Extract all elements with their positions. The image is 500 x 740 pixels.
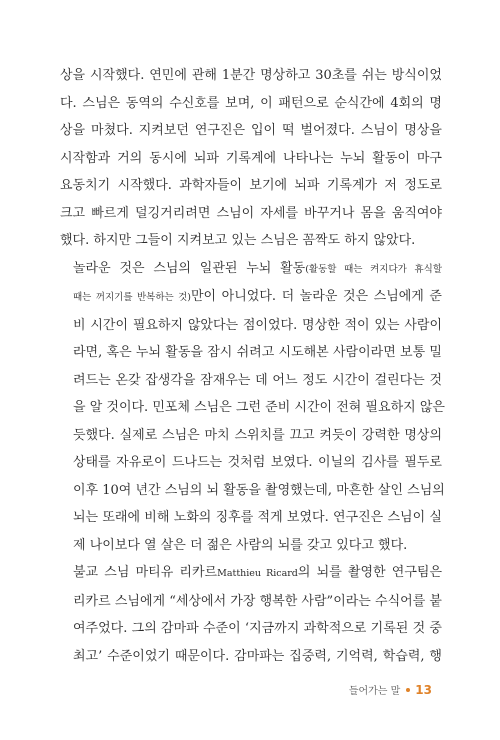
text-run: 의 뇌를 촬영한 연구팀은	[297, 565, 443, 580]
text-line: 요동치기 시작했다. 과학자들이 보기에 뇌파 기록계가 저 정도로	[60, 178, 442, 193]
text-line: 상을 마쳤다. 지켜보던 연구진은 입이 떡 벌어졌다. 스님이 명상을	[60, 123, 442, 138]
paragraph-1	[60, 62, 442, 255]
latin-name: Matthieu Ricard	[217, 568, 298, 579]
text-line: 리카르 스님에게 “세상에서 가장 행복한 사람”이라는 수식어를 붙	[73, 593, 442, 609]
text-line: 최고’ 수준이었기 때문이다. 감마파는 집중력, 기억력, 학습력, 행	[73, 648, 442, 664]
text-line: 비 시간이 필요하지 않았다는 점이었다. 명상한 적이 있는 사람이	[73, 317, 442, 333]
text-line: 이후 10여 년간 스님의 뇌 활동을 촬영했는데, 마흔한 살인 스님의	[73, 482, 445, 498]
section-label: 들어가는 말	[348, 686, 401, 697]
text-line: 려드는 온갖 잡생각을 잠재우는 데 어느 정도 시간이 걸린다는 것	[73, 372, 442, 388]
text-line: 여주었다. 그의 감마파 수준이 ‘지금까지 과학적으로 기록된 것 중	[73, 621, 442, 636]
parenthetical-note: 때는 꺼지기를 반복하는 것)	[73, 292, 191, 303]
text-line	[60, 283, 442, 312]
parenthetical-note: (활동할 때는 켜지다가 휴식할	[305, 263, 442, 275]
text-run: 만이 아니었다. 더 놀라운 것은 스님에게 준	[191, 289, 442, 304]
text-line: 라면, 혹은 누뇌 활동을 잠시 쉬려고 시도해본 사람이라면 보통 밀	[73, 345, 442, 360]
text-line: 듯했다. 실제로 스님은 마치 스위치를 끄고 켜듯이 강력한 명상의	[73, 427, 442, 443]
paragraph-2	[60, 255, 445, 560]
page-number: 13	[415, 682, 432, 697]
page-footer	[349, 682, 432, 697]
bullet-dot-icon	[406, 688, 410, 692]
text-line: 다. 스님은 동역의 수신호를 보며, 이 패턴으로 순식간에 4회의 명	[60, 95, 442, 111]
text-run: 불교 스님 마티유 리카르	[73, 565, 218, 580]
text-line: 을 알 것이다. 민포체 스님은 그런 준비 시간이 전혀 필요하지 않은	[73, 400, 445, 415]
text-line: 상을 시작했다. 연민에 관해 1분간 명상하고 30초를 쉬는 방식이었	[60, 68, 442, 83]
page-body	[60, 62, 445, 670]
text-line: 상태를 자유로이 드나드는 것처럼 보였다. 이닐의 김사를 필두로	[73, 455, 442, 470]
text-line	[60, 255, 442, 284]
text-run: 놀라운 것은 스님의 일관된 누뇌 활동	[73, 260, 306, 276]
text-line	[60, 559, 442, 588]
paragraph-3	[60, 559, 442, 670]
text-line: 크고 빠르게 덜깅거리려면 스님이 자세를 바꾸거나 몸을 움직여야	[60, 205, 442, 221]
text-line: 뇌는 또래에 비해 노화의 징후를 적게 보였다. 연구진은 스님이 실	[73, 510, 442, 525]
text-line: 시작함과 거의 동시에 뇌파 기록계에 나타나는 누뇌 활동이 마구	[60, 150, 442, 166]
text-line: 했다. 하지만 그들이 지켜보고 있는 스님은 꼼짝도 하지 않았다.	[60, 233, 416, 248]
text-line: 제 나이보다 열 살은 더 젊은 사람의 뇌를 갖고 있다고 했다.	[73, 537, 408, 553]
